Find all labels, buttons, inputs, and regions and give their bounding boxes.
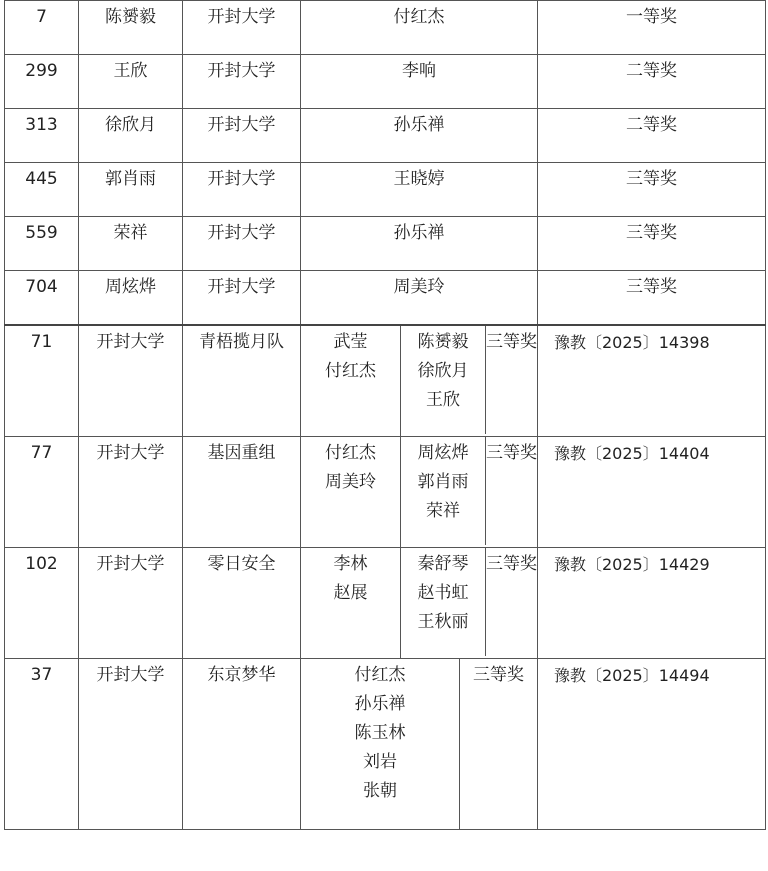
table-row — [5, 109, 766, 163]
school-name: 开封大学 — [183, 1, 301, 55]
advisor-list — [301, 325, 401, 437]
advisor-name: 付红杰 — [325, 443, 376, 463]
member-name: 王秋丽 — [417, 612, 469, 632]
advisor-name: 王晓婷 — [301, 163, 538, 217]
person-name: 孙乐禅 — [354, 694, 406, 714]
award-level: 三等奖 — [486, 443, 537, 463]
table-row — [5, 271, 766, 326]
school-name: 开封大学 — [183, 55, 301, 109]
table-row — [5, 325, 766, 437]
entry-number: 313 — [5, 109, 79, 163]
award-level: 三等奖 — [538, 163, 766, 217]
entry-number: 445 — [5, 163, 79, 217]
member-name: 周炫烨 — [417, 443, 469, 463]
award-level: 三等奖 — [538, 271, 766, 326]
school-name: 开封大学 — [183, 163, 301, 217]
advisor-list — [301, 548, 401, 659]
team-name: 零日安全 — [183, 548, 301, 659]
advisor-name: 李林 — [333, 554, 368, 574]
award-level: 三等奖 — [486, 332, 537, 352]
school-name: 开封大学 — [79, 325, 183, 437]
team-name: 青梧揽月队 — [183, 325, 301, 437]
member-name: 赵书虹 — [417, 583, 469, 603]
member-list — [401, 437, 538, 548]
member-name: 郭肖雨 — [417, 472, 469, 492]
school-name: 开封大学 — [183, 271, 301, 326]
advisor-name: 孙乐禅 — [301, 217, 538, 271]
member-name: 陈赟毅 — [417, 332, 469, 352]
student-name: 陈赟毅 — [79, 1, 183, 55]
entry-number: 704 — [5, 271, 79, 326]
entry-number: 299 — [5, 55, 79, 109]
student-name: 周炫烨 — [79, 271, 183, 326]
advisor-name: 付红杰 — [301, 1, 538, 55]
school-name: 开封大学 — [79, 437, 183, 548]
advisor-name: 李响 — [301, 55, 538, 109]
member-name: 秦舒琴 — [417, 554, 469, 574]
award-level: 二等奖 — [538, 55, 766, 109]
student-name: 徐欣月 — [79, 109, 183, 163]
school-name: 开封大学 — [79, 659, 183, 830]
document-number: 豫教〔2025〕14404 — [538, 437, 766, 548]
entry-number: 559 — [5, 217, 79, 271]
member-name: 荣祥 — [426, 501, 460, 521]
award-level: 三等奖 — [486, 554, 537, 574]
advisor-name: 周美玲 — [325, 472, 376, 492]
advisor-name: 赵展 — [333, 583, 368, 603]
school-name: 开封大学 — [183, 109, 301, 163]
advisor-name: 周美玲 — [301, 271, 538, 326]
member-list — [401, 325, 538, 437]
table-row — [5, 548, 766, 659]
advisor-name: 付红杰 — [325, 361, 376, 381]
entry-number: 71 — [5, 325, 79, 437]
member-name: 徐欣月 — [417, 361, 469, 381]
entry-number: 37 — [5, 659, 79, 830]
entry-number: 102 — [5, 548, 79, 659]
table-row — [5, 55, 766, 109]
document-number: 豫教〔2025〕14398 — [538, 325, 766, 437]
advisor-name: 孙乐禅 — [301, 109, 538, 163]
school-name: 开封大学 — [183, 217, 301, 271]
table-row — [5, 659, 766, 830]
advisor-and-member-list — [301, 659, 538, 830]
team-name: 东京梦华 — [183, 659, 301, 830]
person-name: 陈玉林 — [354, 723, 406, 743]
award-level: 二等奖 — [538, 109, 766, 163]
awards-table — [4, 0, 766, 830]
entry-number: 7 — [5, 1, 79, 55]
school-name: 开封大学 — [79, 548, 183, 659]
member-name: 王欣 — [426, 390, 460, 410]
table-row — [5, 1, 766, 55]
table-row — [5, 217, 766, 271]
advisor-name: 武莹 — [333, 332, 368, 352]
person-name: 刘岩 — [363, 752, 397, 772]
document-number: 豫教〔2025〕14429 — [538, 548, 766, 659]
team-name: 基因重组 — [183, 437, 301, 548]
student-name: 郭肖雨 — [79, 163, 183, 217]
person-name: 张朝 — [363, 781, 397, 801]
person-name: 付红杰 — [354, 665, 406, 685]
entry-number: 77 — [5, 437, 79, 548]
student-name: 王欣 — [79, 55, 183, 109]
table-row — [5, 437, 766, 548]
award-level: 三等奖 — [473, 665, 524, 685]
document-number: 豫教〔2025〕14494 — [538, 659, 766, 830]
member-list — [401, 548, 538, 659]
student-name: 荣祥 — [79, 217, 183, 271]
advisor-list — [301, 437, 401, 548]
award-level: 一等奖 — [538, 1, 766, 55]
award-level: 三等奖 — [538, 217, 766, 271]
table-row — [5, 163, 766, 217]
